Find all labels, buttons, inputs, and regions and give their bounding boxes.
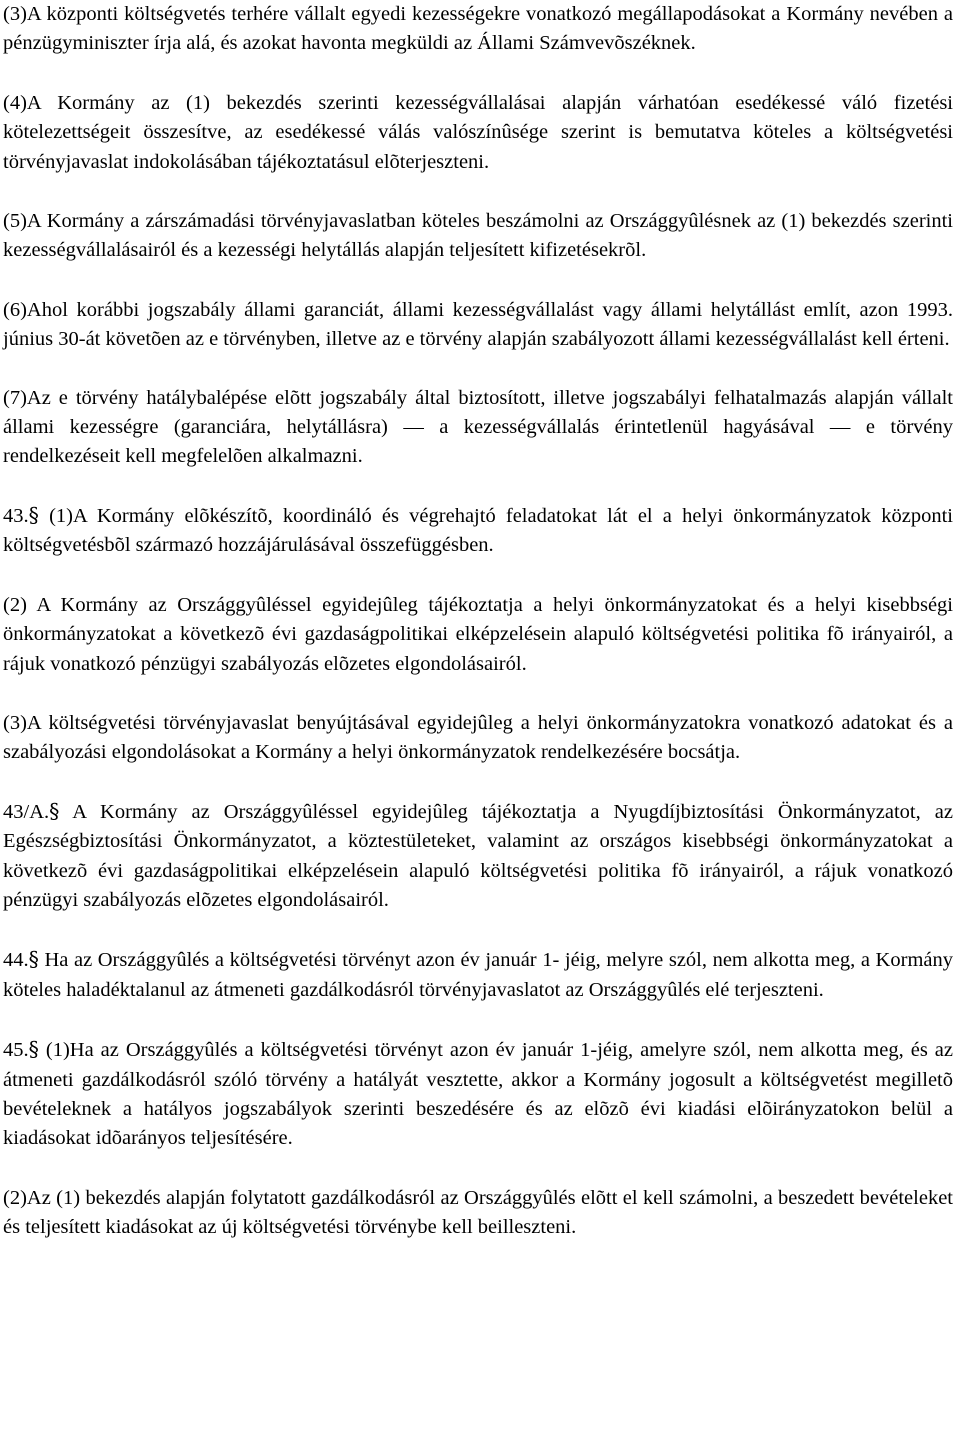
section-sign: § — [28, 947, 39, 972]
section-43a — [3, 797, 953, 916]
paragraph-text: (1)A Kormány elõkészítõ, koordináló és végrehajtó feladatokat lát el a helyi önkormányzatok központi költségvetésbõl származó hozzájárulásával összefüggésben. — [3, 504, 953, 557]
paragraph-text: A Kormány az Országgyûléssel egyidejûleg tájékoztatja a Nyugdíjbiztosítási Önkormányzatot, az Egészségbiztosítási Önkormányzatot, a köztestületeket, valamint az országos kisebbségi önkormányzatokat a következõ évi gazdaságpolitikai elképzelésein alapuló költségvetési politika fõ irányairól, a rájuk vonatkozó pénzügyi szabályozás elõzetes elgondolásairól. — [3, 800, 953, 911]
paragraph-text: (6)Ahol korábbi jogszabály állami garanciát, állami kezességvállalást vagy állami helytállást említ, azon 1993. június 30-át követõen az e törvényben, illetve az e törvény alapján szabályozott állami kezességvállalást kell érteni. — [3, 298, 953, 351]
section-44 — [3, 945, 953, 1005]
section-number: 43/A. — [3, 800, 50, 823]
section-45-paragraph-2 — [3, 1184, 953, 1243]
paragraph-3 — [3, 0, 953, 59]
section-sign: § — [28, 502, 39, 527]
paragraph-text: (3)A költségvetési törvényjavaslat benyújtásával egyidejûleg a helyi önkormányzatokra vonatkozó adatokat és a szabályozási elgondolásokat a Kormány a helyi önkormányzatok rendelkezésére bocsátja. — [3, 711, 953, 764]
section-45-paragraph-1 — [3, 1035, 953, 1154]
section-43-paragraph-1 — [3, 501, 953, 561]
paragraph-4 — [3, 89, 953, 177]
section-number: 45. — [3, 1039, 29, 1062]
paragraph-6 — [3, 296, 953, 355]
paragraph-text: (2) A Kormány az Országgyûléssel egyidejûleg tájékoztatja a helyi önkormányzatokat és a helyi kisebbségi önkormányzatokat a következõ évi gazdaságpolitikai elképzelésein alapuló költségvetési politika fõ irányairól, a rájuk vonatkozó pénzügyi szabályozás elõzetes elgondolásairól. — [3, 593, 953, 675]
paragraph-text: (3)A központi költségvetés terhére vállalt egyedi kezességekre vonatkozó megállapodásokat a Kormány nevében a pénzügyminiszter írja alá, és azokat havonta megküldi az Állami Számvevõszéknek. — [3, 3, 953, 55]
section-number: 44. — [3, 949, 29, 972]
paragraph-text: (7)Az e törvény hatálybalépése elõtt jogszabály által biztosított, illetve jogszabályi felhatalmazás alapján vállalt állami kezességre (garanciára, helytállásra) — a kezességvállalás érintetlenül hagyásával — e törvény rendelkezéseit kell megfelelõen alkalmazni. — [3, 386, 953, 468]
section-sign: § — [49, 798, 60, 823]
section-number: 43. — [3, 504, 29, 527]
paragraph-5 — [3, 207, 953, 266]
paragraph-text: (2)Az (1) bekezdés alapján folytatott gazdálkodásról az Országgyûlés elõtt el kell számolni, a beszedett bevételeket és teljesített kiadásokat az új költségvetési törvénybe kell beilleszteni. — [3, 1186, 953, 1239]
section-43-paragraph-2 — [3, 591, 953, 679]
paragraph-text: Ha az Országgyûlés a költségvetési törvényt azon év január 1- jéig, melyre szól, nem alkotta meg, a Kormány köteles haladéktalanul az átmeneti gazdálkodásról törvényjavaslatot az Országgyûlés elé terjeszteni. — [3, 949, 953, 1001]
document-page — [3, 0, 953, 1243]
paragraph-text: (4)A Kormány az (1) bekezdés szerinti kezességvállalásai alapján várhatóan esedékessé váló fizetési kötelezettségeit összesítve, az esedékessé válás valószínûsége szerint is bemutatva köteles a költségvetési törvényjavaslat indokolásában tájékoztatásul elõterjeszteni. — [3, 91, 953, 173]
section-sign: § — [28, 1037, 39, 1062]
paragraph-7 — [3, 384, 953, 472]
section-43-paragraph-3 — [3, 709, 953, 768]
paragraph-text: (1)Ha az Országgyûlés a költségvetési törvényt azon év január 1-jéig, amelyre szól, nem alkotta meg, és az átmeneti gazdálkodásról szóló törvény a hatályát vesztette, akkor a Kormány jogosult a költségvetést megilletõ bevételeknek a hatályos jogszabályok szerinti beszedésére és az elõzõ évi kiadási elõirányzatokon belül a kiadásokat idõarányos teljesítésére. — [3, 1039, 953, 1150]
paragraph-text: (5)A Kormány a zárszámadási törvényjavaslatban köteles beszámolni az Országgyûlésnek az (1) bekezdés szerinti kezességvállalásairól és a kezességi helytállás alapján teljesített kifizetésekrõl. — [3, 210, 953, 262]
